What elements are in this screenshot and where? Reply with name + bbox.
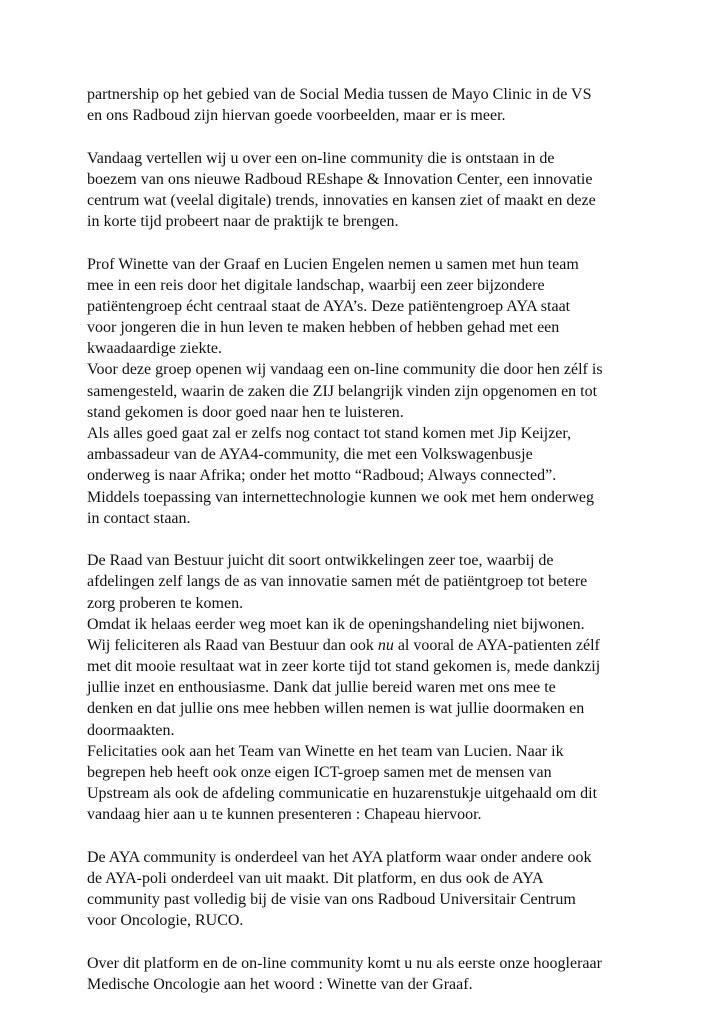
text-line: in contact staan. (87, 509, 191, 527)
text-line: community past volledig bij de visie van ons Radboud Universitair Centrum (87, 891, 576, 909)
paragraph-gap (87, 932, 657, 953)
text-line: voor jongeren die in hun leven te maken hebben of hebben gehad met een (87, 319, 560, 337)
text-line: Prof Winette van der Graaf en Lucien Engelen nemen u samen met hun team (87, 255, 579, 273)
text-line: jullie inzet en enthousiasme. Dank dat jullie bereid waren met ons mee te (87, 679, 556, 697)
paragraph-gap (87, 232, 657, 253)
text-line: Vandaag vertellen wij u over een on-line community die is ontstaan in de (87, 149, 555, 167)
document-body (87, 84, 657, 995)
emphasized-word: nu (377, 636, 394, 654)
text-line: Upstream als ook de afdeling communicatie en huzarenstukje uitgehaald om dit (87, 785, 598, 803)
text-line: voor Oncologie, RUCO. (87, 912, 244, 930)
text-line: Voor deze groep openen wij vandaag een on-line community die door hen zélf is (87, 361, 603, 379)
text-line: patiëntengroep écht centraal staat de AYA’s. Deze patiëntengroep AYA staat (87, 297, 571, 315)
text-line: Over dit platform en de on-line community komt u nu als eerste onze hoogleraar (87, 954, 602, 972)
text-line: centrum wat (veelal digitale) trends, innovaties en kansen ziet of maakt en deze (87, 191, 596, 209)
text-line: begrepen heb heeft ook onze eigen ICT-groep samen met de mensen van (87, 764, 552, 781)
text-line: met dit mooie resultaat wat in zeer korte tijd tot stand gekomen is, mede dankzij (87, 658, 601, 676)
text-line: mee in een reis door het digitale landschap, waarbij een zeer bijzondere (87, 276, 545, 294)
text-line: stand gekomen is door goed naar hen te luisteren. (87, 403, 404, 421)
text-line: de AYA-poli onderdeel van uit maakt. Dit platform, en dus ook de AYA (87, 869, 544, 887)
text-line: De AYA community is onderdeel van het AYA platform waar onder andere ook (87, 848, 592, 866)
text-line: en ons Radboud zijn hiervan goede voorbeelden, maar er is meer. (87, 107, 506, 125)
text-line: vandaag hier aan u te kunnen presenteren : Chapeau hiervoor. (87, 806, 482, 824)
text-line: Middels toepassing van internettechnologie kunnen we ook met hem onderweg (87, 488, 594, 506)
text-line: Medische Oncologie aan het woord : Winette van der Graaf. (87, 975, 473, 993)
text-line: denken en dat jullie ons mee hebben willen nemen is wat jullie doormaken en (87, 700, 585, 718)
paragraph-gap (87, 529, 657, 550)
text-line: Felicitaties ook aan het Team van Winette en het team van Lucien. Naar ik (87, 742, 564, 760)
paragraph-gap (87, 826, 657, 847)
text-line: doormaakten. (87, 721, 175, 739)
text-line: ambassadeur van de AYA4-community, die met een Volkswagenbusje (87, 446, 533, 464)
text-run: Wij feliciteren als Raad van Bestuur dan ook (87, 636, 378, 654)
text-line: partnership op het gebied van de Social Media tussen de Mayo Clinic in de VS (87, 86, 592, 103)
text-line: zorg proberen te komen. (87, 594, 244, 612)
text-line: kwaadaardige ziekte. (87, 340, 223, 358)
text-line: boezem van ons nieuwe Radboud REshape & Innovation Center, een innovatie (87, 170, 593, 188)
text-run: al vooral de AYA-patienten zélf (393, 636, 600, 654)
text-line: afdelingen zelf langs de as van innovatie samen mét de patiëntgroep tot betere (87, 573, 588, 591)
text-line-with-emphasis (87, 635, 657, 656)
text-line: samengesteld, waarin de zaken die ZIJ belangrijk vinden zijn opgenomen en tot (87, 382, 598, 400)
text-line: Als alles goed gaat zal er zelfs nog contact tot stand komen met Jip Keijzer, (87, 425, 572, 442)
text-line: De Raad van Bestuur juicht dit soort ontwikkelingen zeer toe, waarbij de (87, 552, 554, 570)
text-line: onderweg is naar Afrika; onder het motto “Radboud; Always connected”. (87, 467, 557, 485)
text-line: Omdat ik helaas eerder weg moet kan ik de openingshandeling niet bijwonen. (87, 615, 585, 633)
paragraph-gap (87, 126, 657, 147)
text-line: in korte tijd probeert naar de praktijk te brengen. (87, 213, 399, 231)
